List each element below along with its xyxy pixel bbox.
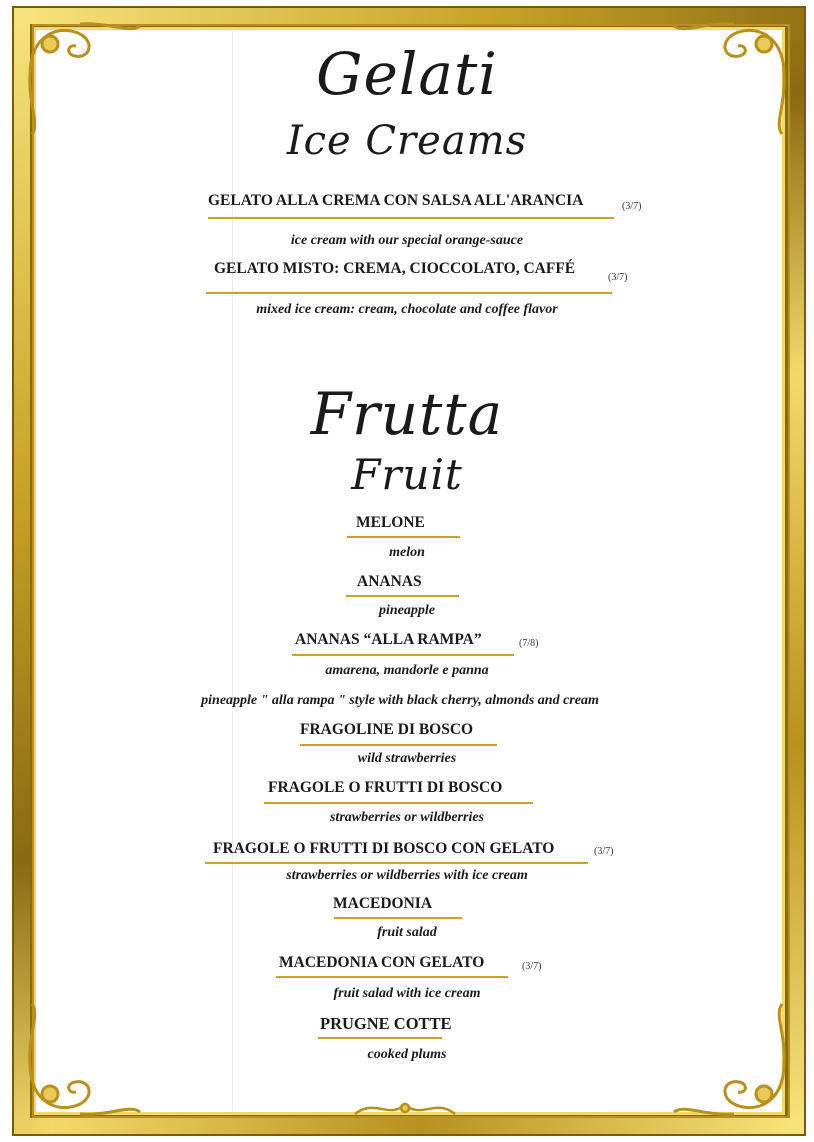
gold-underline [205,862,588,864]
menu-item-name: FRAGOLE O FRUTTI DI BOSCO [268,779,503,796]
allergen-code: (3/7) [594,846,614,857]
gold-underline [318,1037,442,1039]
gold-underline [206,292,612,294]
menu-item-description: wild strawberries [357,751,457,766]
menu-item-description: pineapple [379,603,435,618]
allergen-code: (3/7) [522,961,542,972]
gold-underline [276,976,508,978]
gold-underline [300,744,497,746]
allergen-code: (7/8) [519,638,539,649]
section-title-frutta: Frutta [310,380,504,448]
gold-underline [292,654,514,656]
menu-item-description: cooked plums [367,1047,447,1062]
gold-underline [334,917,462,919]
gold-underline [264,802,533,804]
gold-underline [346,595,459,597]
section-subtitle-ice-creams: Ice Creams [286,118,528,164]
menu-item-description: fruit salad with ice cream [333,986,481,1001]
menu-item-name: PRUGNE COTTE [320,1014,452,1033]
gold-underline [208,217,614,219]
menu-item-description: strawberries or wildberries [329,810,484,825]
menu-item-description: fruit salad [377,925,437,940]
ornament-crest-bottom-icon [350,1096,460,1122]
menu-item-description: strawberries or wildberries with ice cream [286,868,528,883]
menu-item-name: GELATO MISTO: CREMA, CIOCCOLATO, CAFFÉ [214,260,576,277]
section-title-gelati: Gelati [316,40,498,108]
menu-item-description: pineapple " alla rampa " style with black cherry, almonds and cream [201,693,599,708]
menu-item-name: MACEDONIA CON GELATO [279,954,485,971]
section-subtitle-fruit: Fruit [351,450,463,499]
menu-item-name: ANANAS “ALLA RAMPA” [295,631,482,648]
allergen-code: (3/7) [608,272,628,283]
menu-item-name: ANANAS [357,573,422,590]
menu-item-description: mixed ice cream: cream, chocolate and coffee flavor [256,302,558,317]
allergen-code: (3/7) [622,201,642,212]
menu-item-name: MACEDONIA [333,895,433,912]
menu-item-name: FRAGOLE O FRUTTI DI BOSCO CON GELATO [213,840,555,857]
gold-underline [347,536,460,538]
menu-item-description: amarena, mandorle e panna [325,663,489,678]
menu-item-description: melon [389,545,425,560]
menu-item-name: FRAGOLINE DI BOSCO [300,721,474,738]
menu-item-name: GELATO ALLA CREMA CON SALSA ALL'ARANCIA [208,192,584,209]
menu-item-name: MELONE [356,514,425,531]
menu-item-description: ice cream with our special orange-sauce [290,233,524,248]
